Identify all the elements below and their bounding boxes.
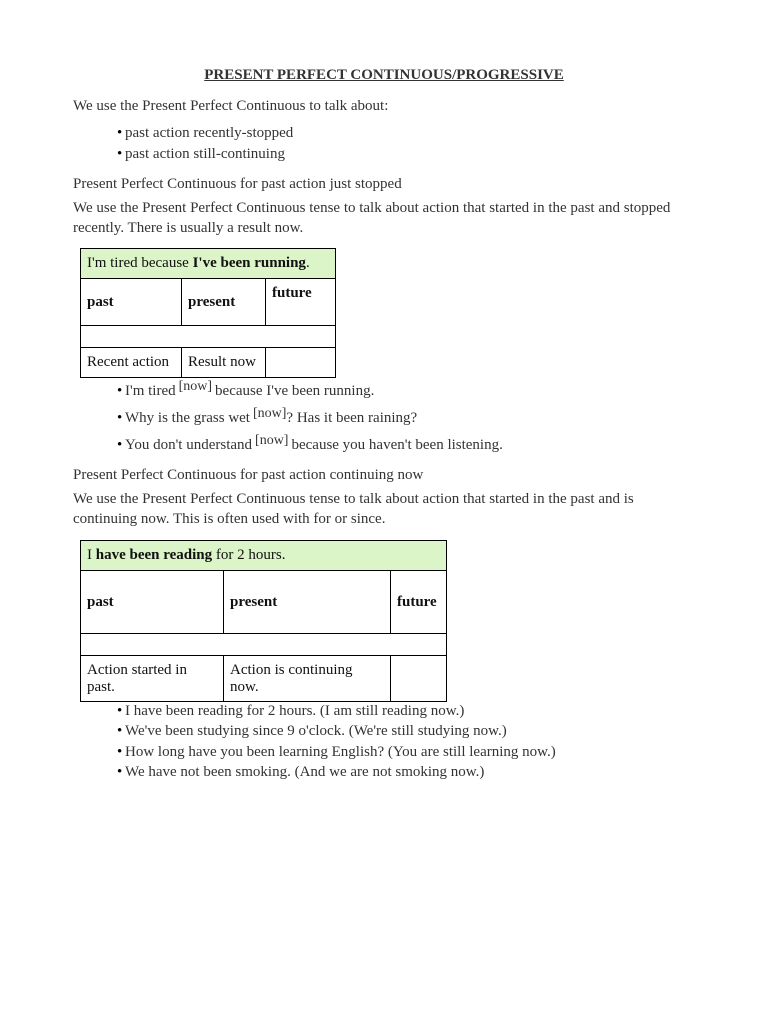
section-body: We use the Present Perfect Continuous tense to talk about action that started in the past and is continuing now. This is often used with for or since. [73,491,634,527]
column-label-future: future [266,279,336,326]
list-item: • I have been reading for 2 hours. (I am still reading now.) [117,701,556,721]
example-list [117,378,503,459]
table-cell-future [391,656,447,702]
example-list [117,701,556,782]
column-label-present: present [182,279,266,326]
section-heading: Present Perfect Continuous for past action just stopped [73,176,402,192]
column-label-future: future [391,571,447,634]
table-cell-past: Action started in past. [81,656,224,702]
intro-bullet-list [117,123,293,165]
list-item: • We have not been smoking. (And we are not smoking now.) [117,762,556,782]
table-cell-future [266,348,336,378]
table-cell-present: Result now [182,348,266,378]
table-header: I have been reading for 2 hours. [81,541,447,571]
timeline-row [81,326,336,348]
column-label-past: past [81,571,224,634]
list-item: • Why is the grass wet [now]? Has it been raining? [117,405,503,432]
table-cell-past: Recent action [81,348,182,378]
intro-text: We use the Present Perfect Continuous to talk about: [73,98,389,114]
timeline-table [80,248,336,378]
list-item: • You don't understand [now] because you haven't been listening. [117,432,503,459]
page-title: PRESENT PERFECT CONTINUOUS/PROGRESSIVE [204,67,564,83]
list-item: • past action still-continuing [117,144,293,165]
column-label-past: past [81,279,182,326]
column-label-present: present [224,571,391,634]
timeline-row [81,634,447,656]
timeline-table [80,540,447,702]
table-cell-present: Action is continuing now. [224,656,391,702]
table-header: I'm tired because I've been running. [81,249,336,279]
list-item: • We've been studying since 9 o'clock. (We're still studying now.) [117,721,556,741]
section-heading: Present Perfect Continuous for past action continuing now [73,467,424,483]
section-body: We use the Present Perfect Continuous tense to talk about action that started in the past and stopped recently. There is usually a result now. [73,200,671,236]
list-item: • I'm tired [now] because I've been running. [117,378,503,405]
list-item: • past action recently-stopped [117,123,293,144]
list-item: • How long have you been learning English? (You are still learning now.) [117,742,556,762]
